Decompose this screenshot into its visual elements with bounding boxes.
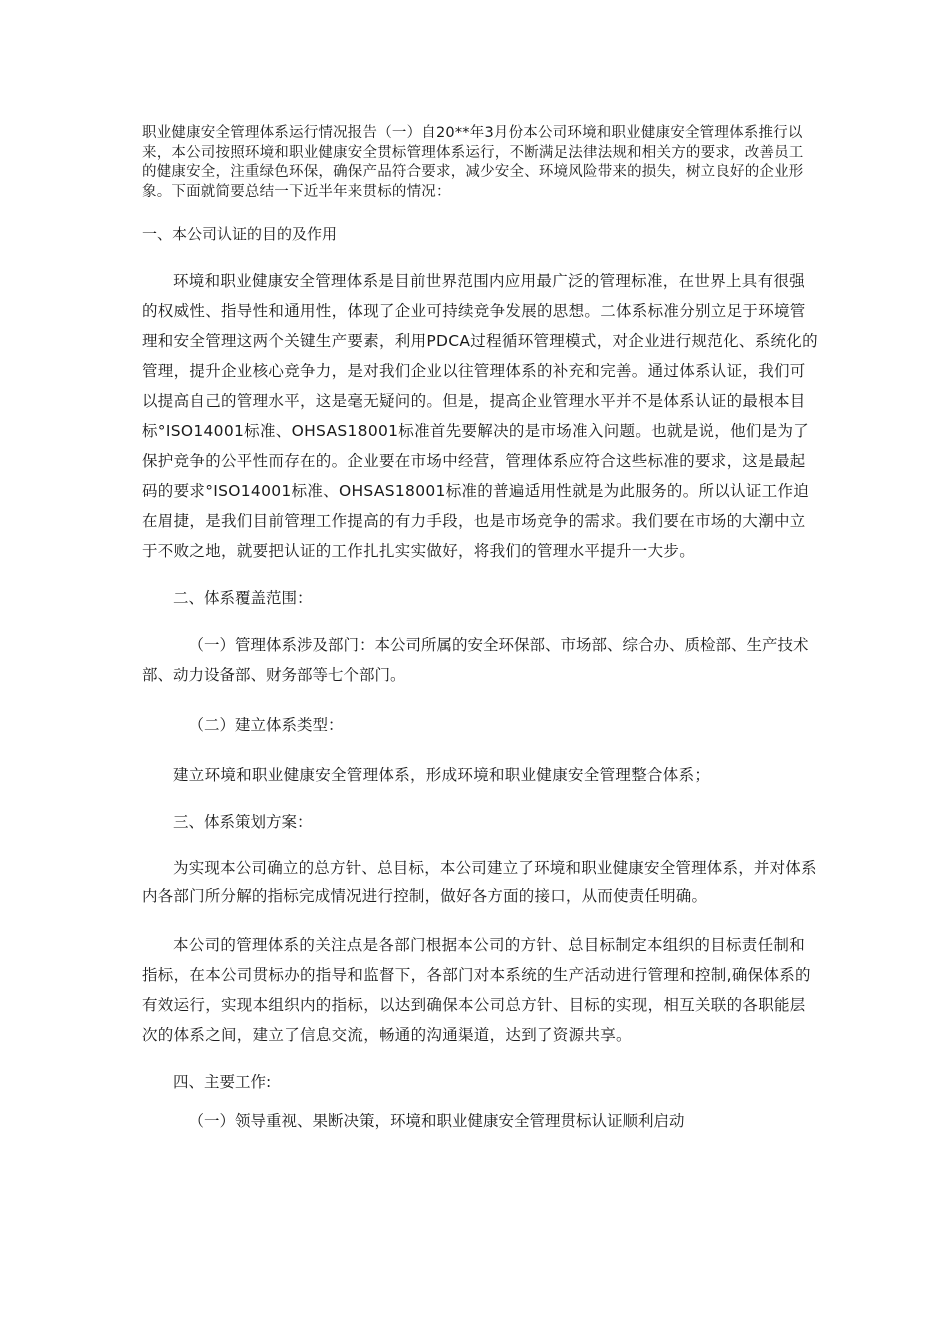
section-4-heading: 四、主要工作: [173, 1073, 272, 1091]
section-1-body: 环境和职业健康安全管理体系是目前世界范围内应用最广泛的管理标准，在世界上具有很强的权威性、指导性和通用性，体现了企业可持续竞争发展的思想。二体系标准分别立足于环境管理和安全管理这两个关键生产要素，利用PDCA过程循环管理模式，对企业进行规范化、系统化的管理，提升企业核心竞争力，是对我们企业以往管理体系的补充和完善。通过体系认证，我们可以提高自己的管理水平，这是毫无疑问的。但是，提高企业管理水平并不是体系认证的最根本目标°ISO14001标准、OHSAS18001标准首先要解决的是市场准入问题。也就是说，他们是为了保护竞争的公平性而存在的。企业要在市场中经营，管理体系应符合这些标准的要求，这是最起码的要求°ISO14001标准、OHSAS18001标准的普遍适用性就是为此服务的。所以认证工作迫在眉捷，是我们目前管理工作提高的有力手段，也是市场竞争的需求。我们要在市场的大潮中立于不败之地，就要把认证的工作扎扎实实做好，将我们的管理水平提升一大步。 [142, 272, 818, 560]
document-page [142, 124, 818, 1156]
section-4-subsection-1: （一）领导重视、果断决策，环境和职业健康安全管理贯标认证顺利启动 [188, 1112, 685, 1130]
section-3-body-1: 为实现本公司确立的总方针、总目标，本公司建立了环境和职业健康安全管理体系，并对体系内各部门所分解的指标完成情况进行控制，做好各方面的接口，从而使责任明确。 [142, 859, 817, 905]
section-3-body-2: 本公司的管理体系的关注点是各部门根据本公司的方针、总目标制定本组织的目标责任制和指标，在本公司贯标办的指导和监督下，各部门对本系统的生产活动进行管理和控制,确保体系的有效运行，实现本组织内的指标，以达到确保本公司总方针、目标的实现，相互关联的各职能层次的体系之间，建立了信息交流，畅通的沟通渠道，达到了资源共享。 [142, 936, 811, 1044]
section-3-heading: 三、体系策划方案： [173, 813, 313, 831]
intro-paragraph: 职业健康安全管理体系运行情况报告（一）自20**年3月份本公司环境和职业健康安全管理体系推行以来，本公司按照环境和职业健康安全贯标管理体系运行，不断满足法律法规和相关方的要求，改善员工的健康安全，注重绿色环保，确保产品符合要求，减少安全、环境风险带来的损失，树立良好的企业形象。下面就简要总结一下近半年来贯标的情况： [142, 125, 804, 200]
section-2-heading: 二、体系覆盖范围： [173, 589, 313, 607]
section-2-subsection-1: （一）管理体系涉及部门：本公司所属的安全环保部、市场部、综合办、质检部、生产技术部、动力设备部、财务部等七个部门。 [142, 636, 809, 684]
section-2-subsection-2-heading: （二）建立体系类型： [188, 716, 344, 734]
section-1-heading: 一、本公司认证的目的及作用 [142, 225, 338, 243]
section-2-subsection-2-body: 建立环境和职业健康安全管理体系，形成环境和职业健康安全管理整合体系； [173, 766, 711, 784]
